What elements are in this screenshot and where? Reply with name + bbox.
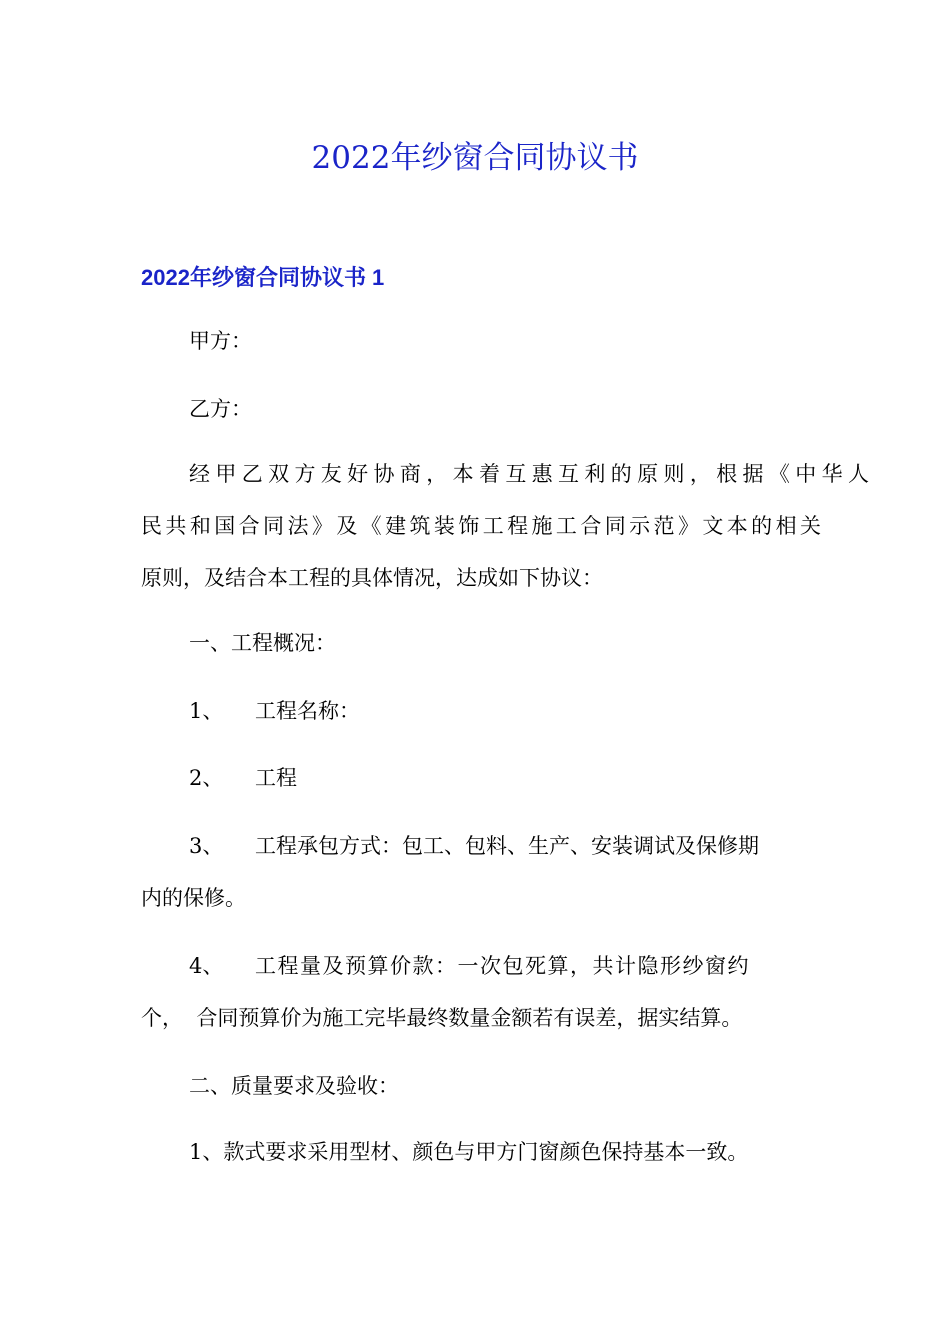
party-a-line: 甲方： [189, 329, 252, 353]
party-b-line: 乙方： [189, 397, 252, 421]
intro-paragraph-line-3: 原则，及结合本工程的具体情况，达成如下协议： [141, 566, 603, 590]
list-item-3-text: 工程承包方式：包工、包料、生产、安装调试及保修期 [255, 834, 759, 858]
list-item-1-text: 工程名称： [255, 699, 360, 723]
list-item-2-text: 工程 [255, 766, 297, 790]
list-item-2-number: 2、 [189, 766, 224, 790]
section-2-item-1: 1、款式要求采用型材、颜色与甲方门窗颜色保持基本一致。 [189, 1140, 749, 1164]
list-item-4 [141, 952, 869, 980]
list-item-2 [141, 764, 869, 792]
section-heading: 2022年纱窗合同协议书 1 [141, 265, 385, 290]
section-2-title: 二、质量要求及验收： [189, 1074, 399, 1098]
list-item-3 [141, 832, 869, 860]
document-title: 2022年纱窗合同协议书 [311, 140, 639, 176]
list-item-3-number: 3、 [189, 834, 224, 858]
intro-paragraph-line-1: 经甲乙双方友好协商，本着互惠互利的原则，根据《中华人 [189, 462, 869, 486]
list-item-4-continuation: 个， 合同预算价为施工完毕最终数量金额若有误差，据实结算。 [141, 1006, 743, 1030]
intro-paragraph-line-2: 民共和国合同法》及《建筑装饰工程施工合同示范》文本的相关 [141, 514, 821, 538]
section-1-title: 一、工程概况： [189, 631, 336, 655]
list-item-4-number: 4、 [189, 954, 224, 978]
list-item-4-text: 工程量及预算价款：一次包死算，共计隐形纱窗约 [255, 954, 750, 978]
list-item-3-continuation: 内的保修。 [141, 886, 246, 910]
list-item-1-number: 1、 [189, 699, 224, 723]
list-item-1 [141, 697, 869, 725]
